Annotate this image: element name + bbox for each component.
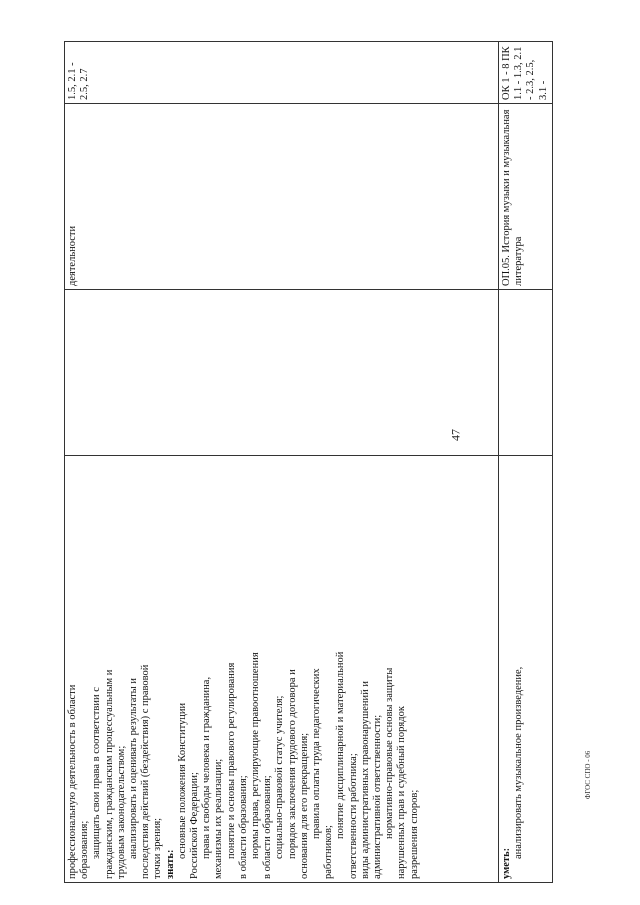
text-line: анализировать музыкальное произведение,: [513, 666, 525, 859]
text-line: нарушенных прав и судебный порядок: [396, 706, 408, 879]
page-number: 47: [448, 429, 463, 441]
text-line: точки зрения;: [152, 817, 164, 879]
know-heading: знать:: [164, 849, 176, 879]
table-row: [65, 42, 499, 883]
text-line: понятие и основы правового регулирования: [225, 662, 237, 859]
text-line: профессиональную деятельность в области: [67, 684, 78, 879]
competency-codes-cell: ОК 1 - 8 ПК 1.1 - 1.3, 2.1 - 2.3, 2.5, 3.1 -: [499, 42, 553, 104]
skills-heading: уметь:: [501, 847, 512, 879]
text-line: ответственности работника;: [347, 753, 359, 879]
discipline-cell: ОП.05. История музыки и музыкальная литература: [499, 104, 553, 290]
discipline-cell: деятельности: [65, 104, 499, 290]
text-line: порядок заключения трудового договора и: [286, 669, 298, 859]
competency-table-rotated: [64, 42, 549, 883]
text-line: в области образования;: [262, 775, 274, 879]
text-line: Российской Федерации;: [189, 772, 201, 879]
competency-table-wrapper: [64, 42, 549, 883]
table-row: [499, 42, 553, 883]
text-line: защищать свои права в соответствии с: [91, 687, 103, 859]
text-line: гражданским, гражданским процессуальным и: [103, 669, 115, 879]
text-line: нормативно-правовые основы защиты: [384, 667, 396, 839]
text-line: работников;: [323, 825, 335, 879]
competency-codes-cell: 1.5, 2.1 - 2.5, 2.7: [65, 42, 499, 104]
text-line: разрешения споров;: [408, 789, 420, 879]
text-line: трудовым законодательством;: [115, 745, 127, 879]
knowledge-skills-cell: [499, 456, 553, 883]
text-line: основные положения Конституции: [176, 702, 188, 859]
text-line: социально-правовой статус учителя;: [274, 695, 286, 859]
text-line: правила оплаты труда педагогических: [311, 668, 323, 839]
text-line: права и свободы человека и гражданина,: [201, 676, 213, 859]
text-line: анализировать и оценивать результаты и: [128, 678, 140, 859]
text-line: образования;: [79, 820, 91, 879]
text-line: в области образования;: [237, 775, 249, 879]
text-line: нормы права, регулирующие правоотношения: [250, 652, 262, 859]
competency-table: [64, 41, 553, 883]
text-line: виды административных правонарушений и: [359, 681, 371, 879]
text-line: основания для его прекращения;: [298, 732, 310, 879]
empty-cell: [65, 290, 499, 456]
text-line: понятие дисциплинарной и материальной: [335, 651, 347, 839]
text-line: последствия действий (бездействия) с правовой: [140, 664, 152, 879]
empty-cell: [499, 290, 553, 456]
knowledge-skills-cell: [65, 456, 499, 883]
text-line: административной ответственности;: [372, 714, 384, 879]
footer-standard-code: ФГОС СПО - 06: [584, 750, 592, 800]
text-line: механизмы их реализации;: [213, 758, 225, 879]
